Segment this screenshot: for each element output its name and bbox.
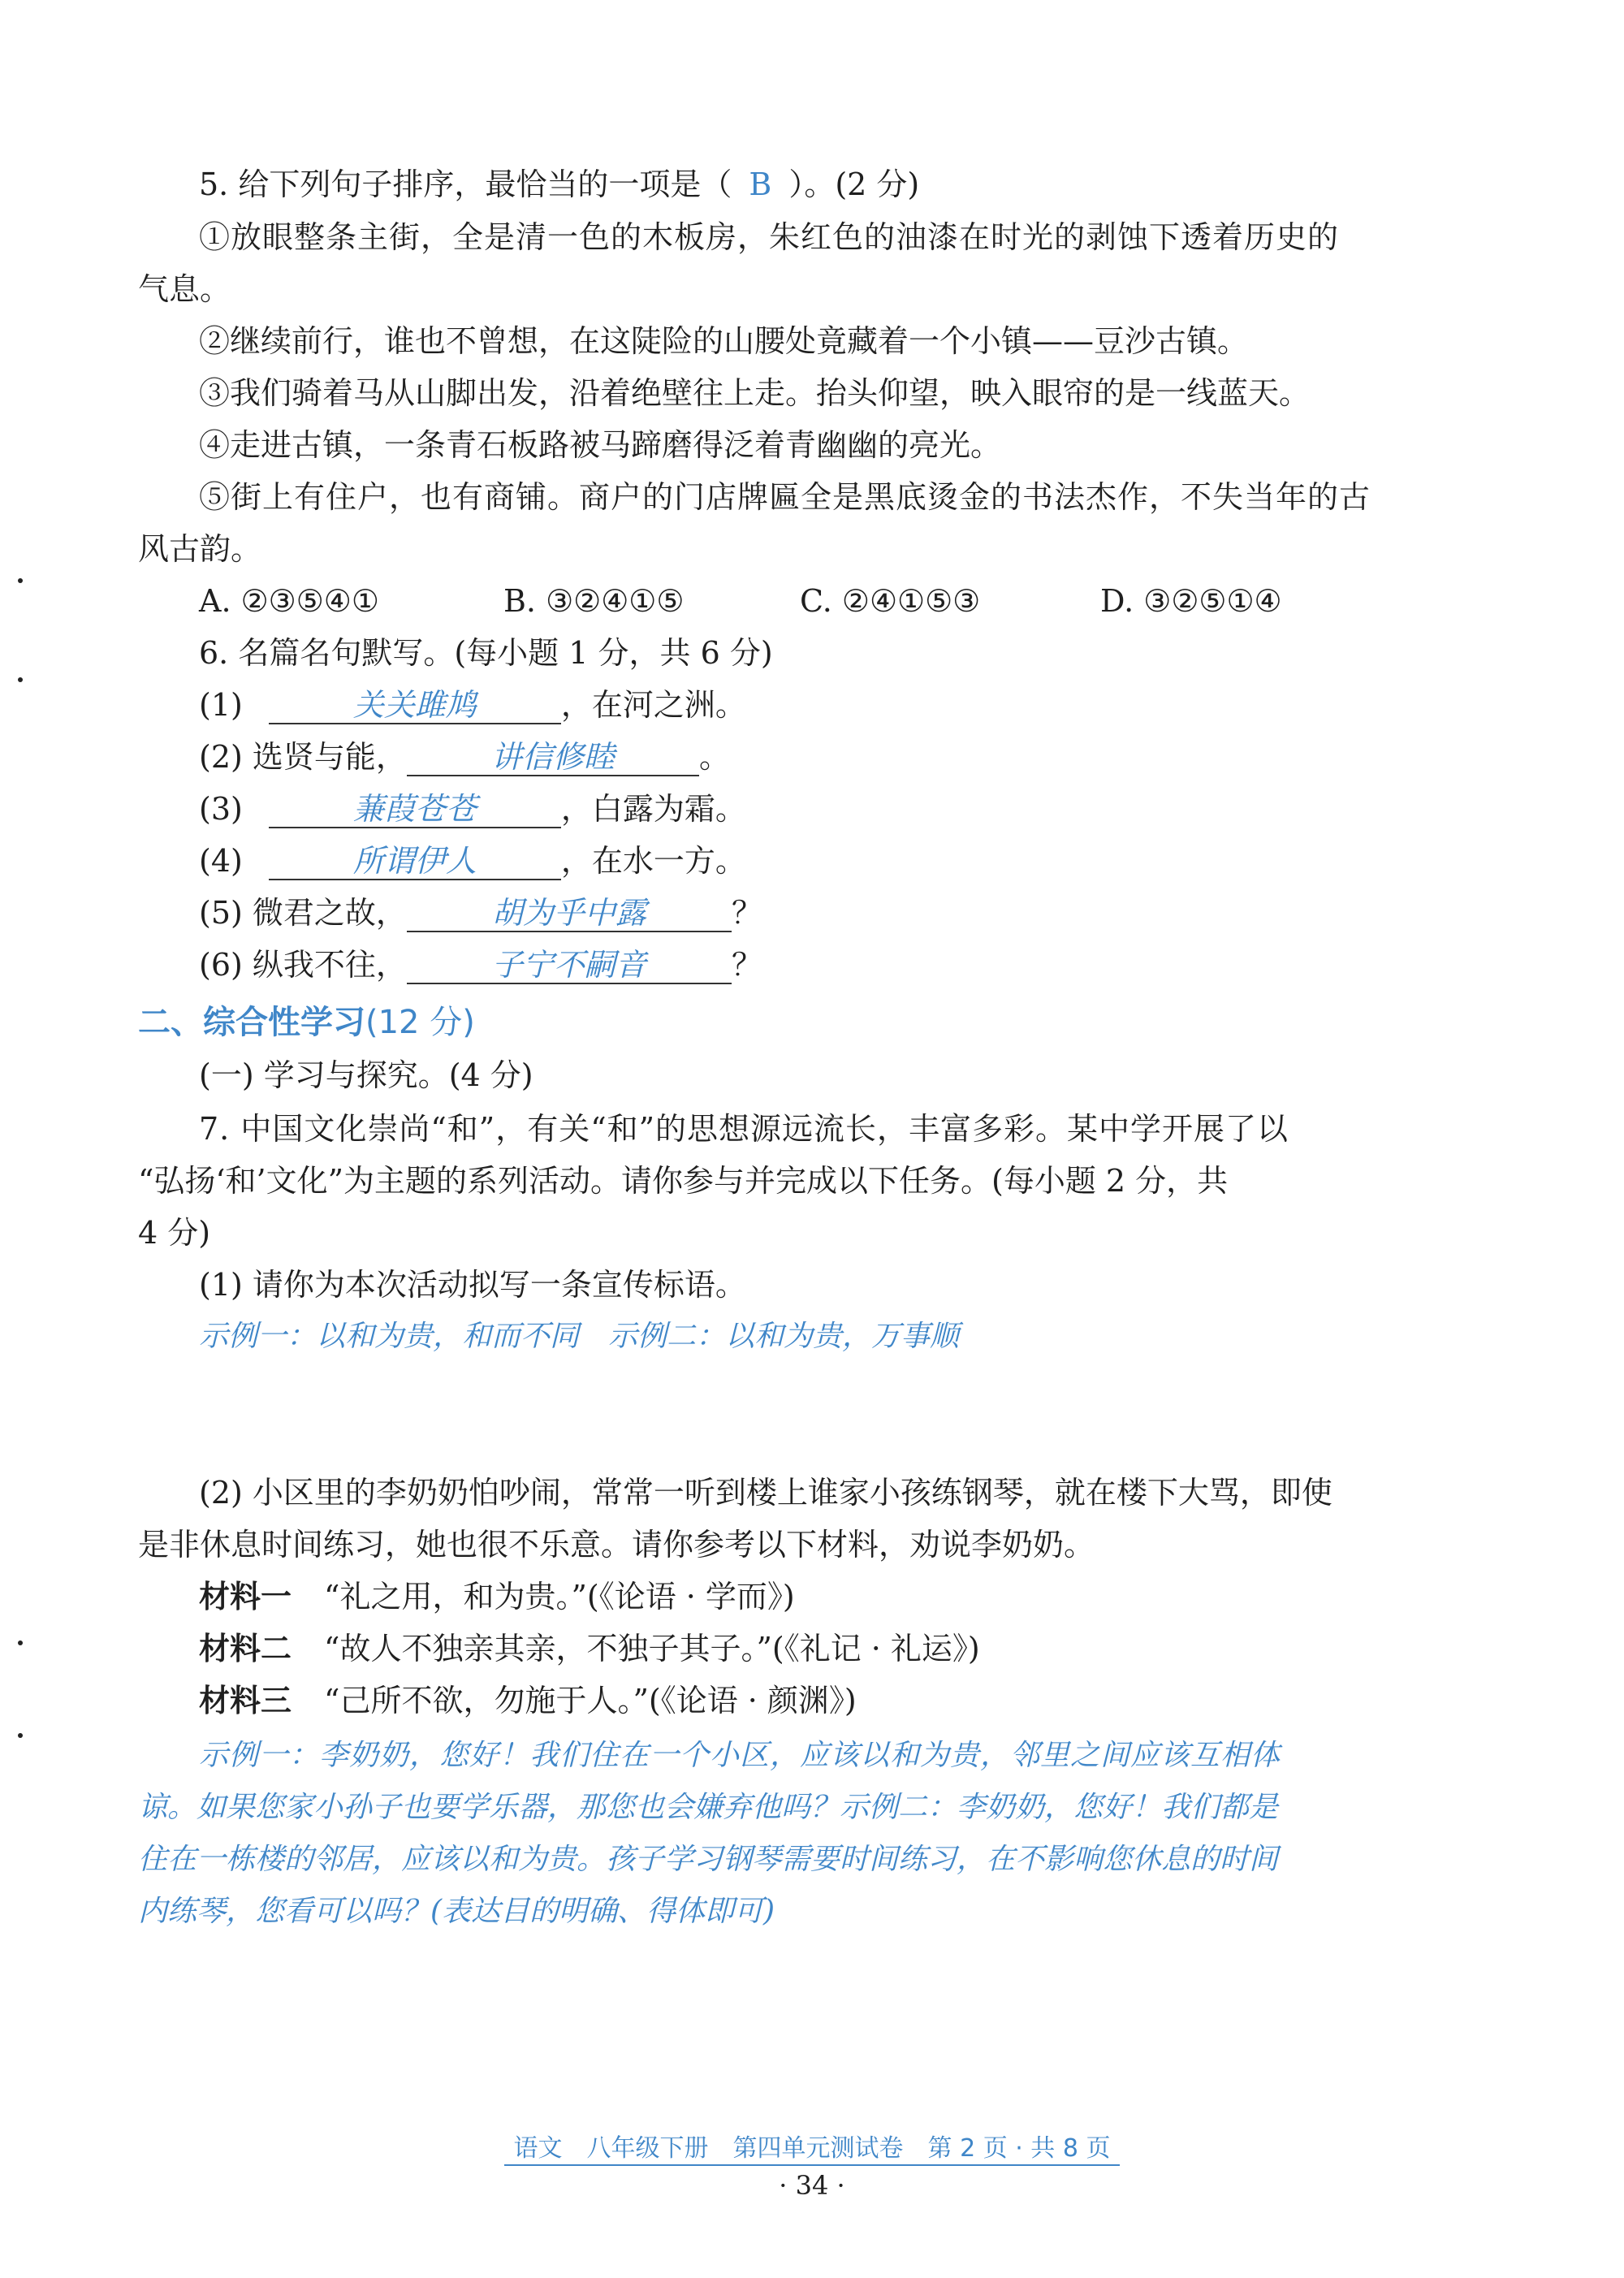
margin-dot <box>18 578 23 583</box>
section-2-title: 二、综合性学习 <box>138 1004 365 1041</box>
q7-part-2-answer-line-3: 住在一栋楼的邻居，应该以和为贵。孩子学习钢琴需要时间练习，在不影响您休息的时间 <box>138 1843 1279 1876</box>
q6-item-number: (6) <box>199 947 243 983</box>
q6-answer-blank: 胡为乎中露 <box>407 895 732 932</box>
q7-part-2-answer-line-1: 示例一：李奶奶，您好！我们住在一个小区，应该以和为贵，邻里之间应该互相体 <box>199 1739 1281 1772</box>
q6-item-6 <box>199 947 762 984</box>
material-text: “礼之用，和为贵。”(《论语 · 学而》) <box>324 1579 795 1614</box>
section-2-heading <box>138 1003 475 1042</box>
q6-answer-blank: 讲信修睦 <box>407 739 699 776</box>
q5-stem <box>199 166 919 204</box>
q7-part-1: (1) 请你为本次活动拟写一条宣传标语。 <box>199 1267 746 1303</box>
material-label: 材料三 <box>199 1683 292 1718</box>
page-number: · 34 · <box>779 2170 845 2201</box>
section-2-sub1: (一) 学习与探究。(4 分) <box>199 1057 533 1093</box>
q6-item-4 <box>199 843 746 880</box>
material-label: 材料二 <box>199 1631 292 1666</box>
margin-dot <box>18 1640 23 1645</box>
q5-stem-end: ）。(2 分) <box>788 166 920 202</box>
q5-sentence-4: ④走进古镇，一条青石板路被马蹄磨得泛着青幽幽的亮光。 <box>199 427 1002 463</box>
q5-option-c: C. ②④①⑤③ <box>800 583 981 619</box>
q6-item-post: ？ <box>731 947 762 983</box>
q7-line-a: 7. 中国文化崇尚“和”，有关“和”的思想源远流长，丰富多彩。某中学开展了以 <box>199 1111 1289 1147</box>
q6-item-5 <box>199 895 762 932</box>
q6-answer-blank: 所谓伊人 <box>269 843 561 880</box>
page-footer <box>0 2128 1624 2163</box>
q6-item-number: (1) <box>199 687 243 723</box>
margin-dot <box>18 677 23 682</box>
q6-answer-blank: 子宁不嗣音 <box>407 947 732 984</box>
q7-part-2-line-a: (2) 小区里的李奶奶怕吵闹，常常一听到楼上谁家小孩练钢琴，就在楼下大骂，即使 <box>199 1475 1332 1511</box>
material-text: “故人不独亲其亲，不独子其子。”(《礼记 · 礼运》) <box>324 1631 980 1666</box>
q6-item-2 <box>199 739 730 776</box>
q7-part-2-line-b: 是非休息时间练习，她也很不乐意。请你参考以下材料，劝说李奶奶。 <box>138 1527 1095 1563</box>
q5-option-b: B. ③②④①⑤ <box>503 583 685 619</box>
material-1 <box>199 1579 795 1616</box>
q5-sentence-2: ②继续前行，谁也不曾想，在这陡险的山腰处竟藏着一个小镇——豆沙古镇。 <box>199 323 1249 359</box>
q6-stem: 6. 名篇名句默写。(每小题 1 分，共 6 分) <box>199 635 773 671</box>
q6-item-number: (3) <box>199 791 243 827</box>
q6-item-pre: 选贤与能， <box>252 739 407 775</box>
q6-item-post: ，在水一方。 <box>560 843 746 879</box>
q7-part-2-answer-line-4: 内练琴，您看可以吗？(表达目的明确、得体即可) <box>138 1895 775 1928</box>
material-3 <box>199 1683 857 1720</box>
material-label: 材料一 <box>199 1579 292 1614</box>
q6-item-number: (4) <box>199 843 243 879</box>
q5-sentence-1b: 气息。 <box>138 271 231 307</box>
q6-item-1 <box>199 687 746 724</box>
q6-item-post: 。 <box>698 739 730 775</box>
q5-sentence-3: ③我们骑着马从山脚出发，沿着绝壁往上走。抬头仰望，映入眼帘的是一线蓝天。 <box>199 375 1311 411</box>
q6-item-pre: 微君之故， <box>252 895 407 931</box>
q5-sentence-5a: ⑤街上有住户，也有商铺。商户的门店牌匾全是黑底烫金的书法杰作，不失当年的古 <box>199 479 1371 515</box>
q5-option-a: A. ②③⑤④① <box>199 583 379 619</box>
q6-item-3 <box>199 791 746 828</box>
q7-part-1-answer: 示例一：以和为贵，和而不同 示例二：以和为贵，万事顺 <box>199 1320 960 1353</box>
q6-item-post: ？ <box>731 895 762 931</box>
q6-item-number: (2) <box>199 739 243 775</box>
footer-text: 语文 八年级下册 第四单元测试卷 第 2 页 · 共 8 页 <box>504 2134 1121 2166</box>
q5-sentence-5b: 风古韵。 <box>138 531 262 567</box>
q6-item-pre: 纵我不往， <box>252 947 407 983</box>
q7-part-2-answer-line-2: 谅。如果您家小孙子也要学乐器，那您也会嫌弃他吗？示例二：李奶奶，您好！我们都是 <box>138 1791 1279 1824</box>
q6-item-post: ，白露为霜。 <box>560 791 746 827</box>
q5-stem-text: 5. 给下列句子排序，最恰当的一项是（ <box>199 166 732 202</box>
q5-sentence-1a: ①放眼整条主街，全是清一色的木板房，朱红色的油漆在时光的剥蚀下透着历史的 <box>199 219 1340 255</box>
material-text: “己所不欲，勿施于人。”(《论语 · 颜渊》) <box>324 1683 857 1718</box>
q7-line-c: 4 分) <box>138 1215 211 1251</box>
q6-answer-blank: 蒹葭苍苍 <box>269 791 561 828</box>
q6-item-number: (5) <box>199 895 243 931</box>
q5-option-d: D. ③②⑤①④ <box>1100 583 1282 619</box>
section-2-points: (12 分) <box>365 1004 475 1041</box>
q7-line-b: “弘扬‘和’文化”为主题的系列活动。请你参与并完成以下任务。(每小题 2 分，共 <box>138 1163 1229 1199</box>
q6-answer-blank: 关关雎鸠 <box>269 687 561 724</box>
material-2 <box>199 1631 980 1668</box>
q6-item-post: ，在河之洲。 <box>560 687 746 723</box>
margin-dot <box>18 1733 23 1738</box>
q5-answer: B <box>749 166 772 202</box>
